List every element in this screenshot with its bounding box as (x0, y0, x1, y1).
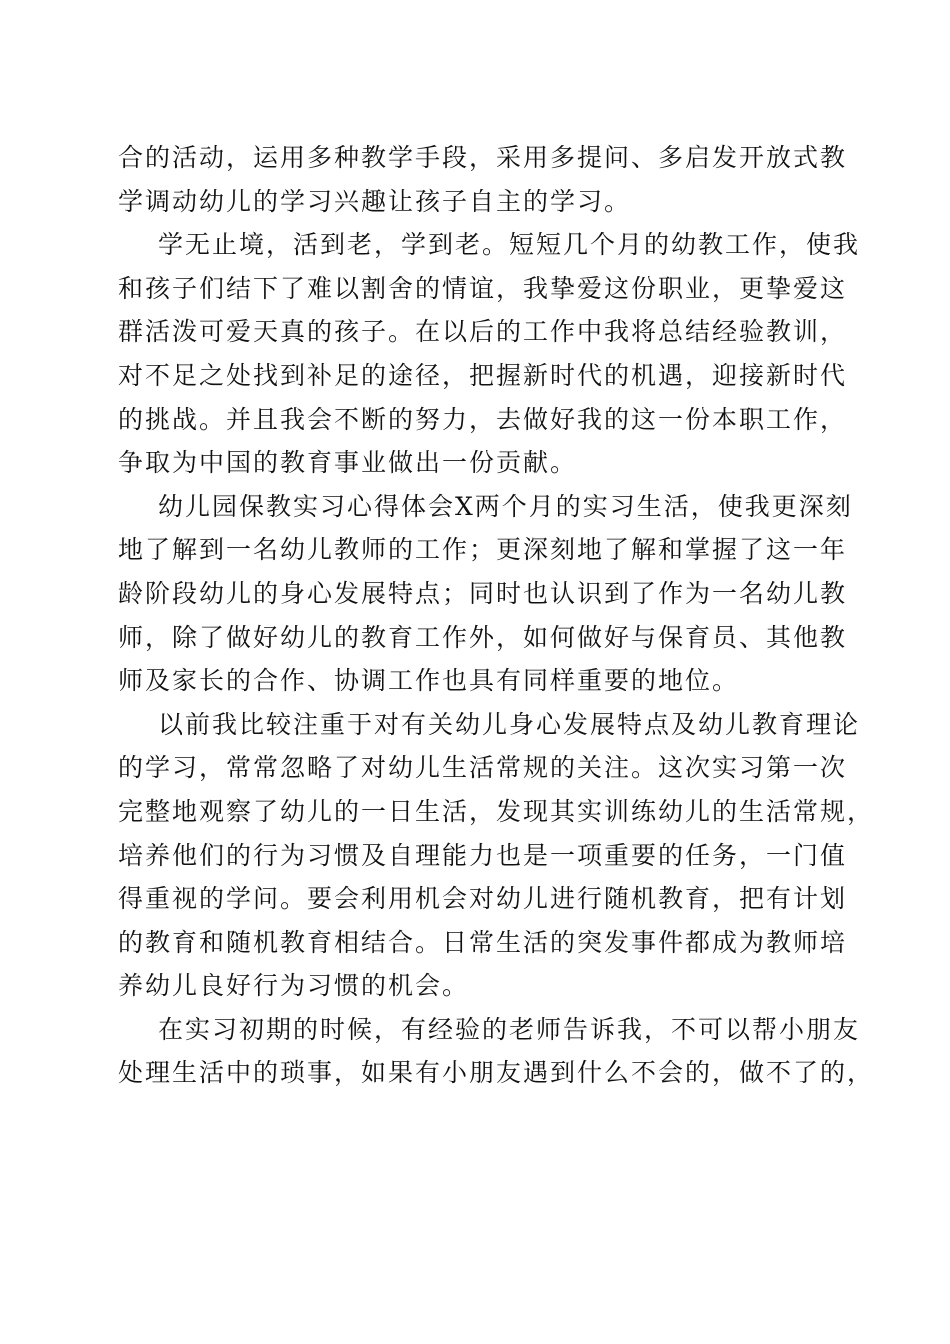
text-line: 得重视的学问。要会利用机会对幼儿进行随机教育，把有计划 (118, 884, 848, 914)
text-line: 养幼儿良好行为习惯的机会。 (118, 971, 470, 1001)
text-line: 完整地观察了幼儿的一日生活，发现其实训练幼儿的生活常规， (118, 796, 875, 826)
text-line: 争取为中国的教育事业做出一份贡献。 (118, 448, 578, 478)
paragraph-first-line: 以前我比较注重于对有关幼儿身心发展特点及幼儿教育理论 (158, 709, 861, 739)
text-line: 龄阶段幼儿的身心发展特点；同时也认识到了作为一名幼儿教 (118, 578, 848, 608)
text-line: 和孩子们结下了难以割舍的情谊，我挚爱这份职业，更挚爱这 (118, 273, 848, 303)
text-line: 处理生活中的琐事，如果有小朋友遇到什么不会的，做不了的， (118, 1058, 875, 1088)
text-line: 合的活动，运用多种教学手段，采用多提问、多启发开放式教 (118, 143, 848, 172)
text-line: 群活泼可爱天真的孩子。在以后的工作中我将总结经验教训， (118, 317, 848, 347)
text-line: 学调动幼儿的学习兴趣让孩子自主的学习。 (118, 186, 632, 216)
text-line: 地了解到一名幼儿教师的工作；更深刻地了解和掌握了这一年 (118, 535, 848, 565)
text-line: 的教育和随机教育相结合。日常生活的突发事件都成为教师培 (118, 927, 848, 957)
text-line: 师，除了做好幼儿的教育工作外，如何做好与保育员、其他教 (118, 622, 848, 652)
body-text (118, 136, 875, 1095)
text-line: 的挑战。并且我会不断的努力，去做好我的这一份本职工作， (118, 404, 848, 434)
paragraph-first-line: 在实习初期的时候，有经验的老师告诉我，不可以帮小朋友 (158, 1014, 861, 1044)
text-line: 师及家长的合作、协调工作也具有同样重要的地位。 (118, 666, 740, 696)
text-line: 培养他们的行为习惯及自理能力也是一项重要的任务，一门值 (118, 840, 848, 870)
paragraph-first-line: 幼儿园保教实习心得体会X两个月的实习生活，使我更深刻 (158, 491, 853, 521)
text-line: 对不足之处找到补足的途径，把握新时代的机遇，迎接新时代 (118, 360, 848, 390)
text-line: 的学习，常常忽略了对幼儿生活常规的关注。这次实习第一次 (118, 753, 848, 783)
paragraph-first-line: 学无止境，活到老，学到老。短短几个月的幼教工作，使我 (158, 230, 861, 260)
